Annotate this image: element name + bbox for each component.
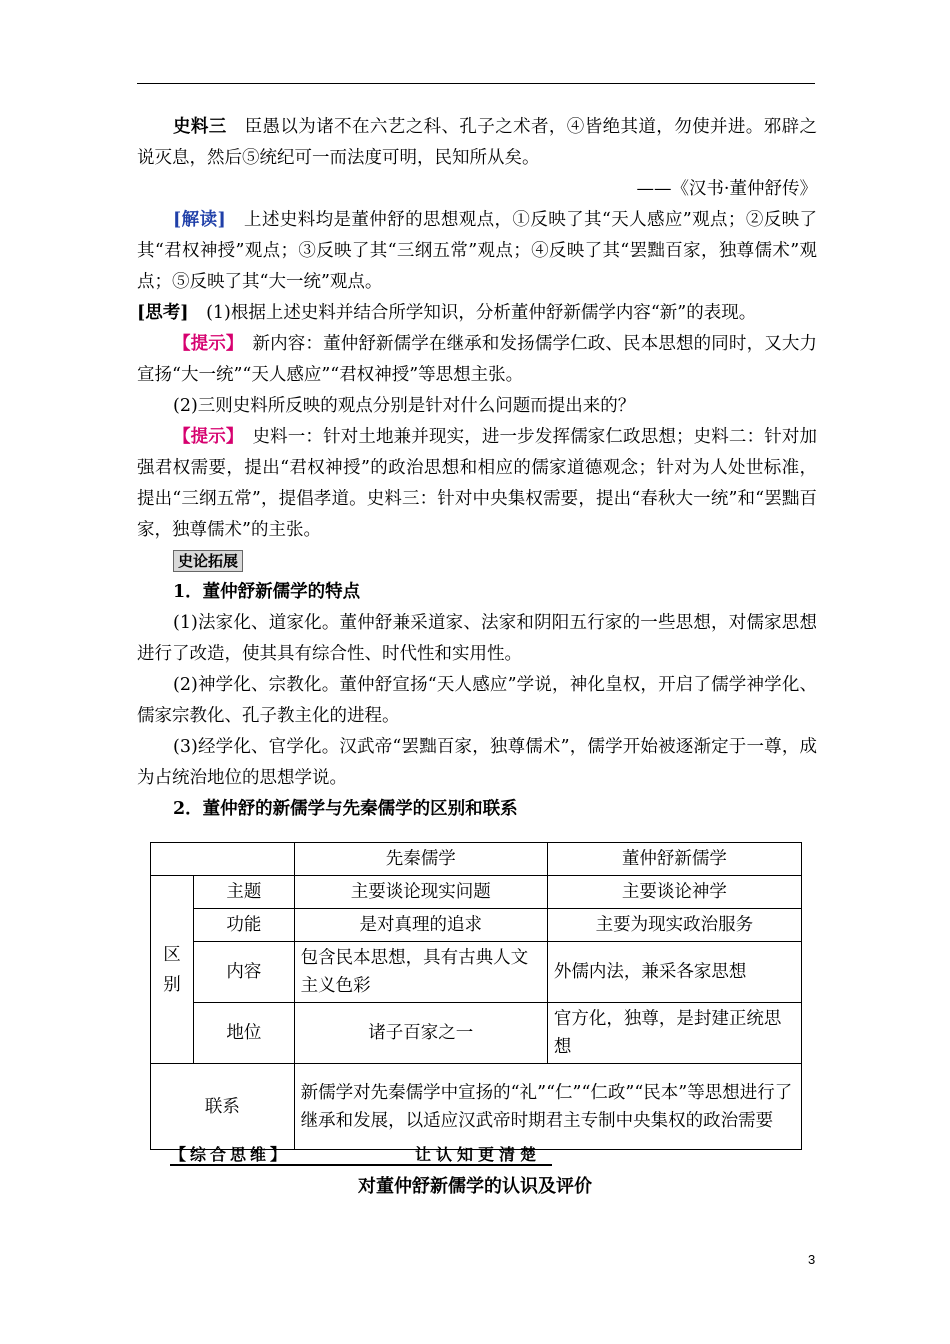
table-row-label: 地位 — [193, 1003, 294, 1064]
think-label: [思考] — [137, 303, 189, 323]
extension-point-1: (1)法家化、道家化。董仲舒兼采道家、法家和阴阳五行家的一些思想，对儒家思想进行了改造，使其具有综合性、时代性和实用性。 — [137, 613, 817, 664]
table-cell: 包含民本思想，具有古典人文主义色彩 — [294, 942, 547, 1003]
table-header-row — [151, 843, 802, 876]
extension-point-2: (2)神学化、宗教化。董仲舒宣扬“天人感应”学说，神化皇权，开启了儒学神学化、儒家宗教化、孔子教主化的进程。 — [137, 675, 817, 726]
section-title: 对董仲舒新儒学的认识及评价 — [358, 1176, 592, 1197]
think-q1 — [137, 298, 817, 329]
page-number: 3 — [808, 1252, 816, 1267]
table-corner-cell — [151, 843, 295, 876]
synthesis-label: 【综合思维】 — [170, 1145, 291, 1164]
table-link-row — [151, 1064, 802, 1150]
think-a2 — [137, 422, 817, 546]
think-a1 — [137, 329, 817, 391]
table-header-col1: 先秦儒学 — [294, 843, 547, 876]
interpretation-label: [解读] — [173, 210, 226, 230]
table-row — [151, 1003, 802, 1064]
table-row-label: 内容 — [193, 942, 294, 1003]
table-header-col2: 董仲舒新儒学 — [547, 843, 801, 876]
table-row — [151, 942, 802, 1003]
source3-citation: ——《汉书·董仲舒传》 — [636, 179, 817, 199]
table-row-label: 功能 — [193, 909, 294, 942]
source3-label: 史料三 — [173, 117, 227, 137]
hint-label-1: 【提示】 — [173, 334, 235, 354]
table-row — [151, 909, 802, 942]
think-q2: (2)三则史料所反映的观点分别是针对什么问题而提出来的？ — [173, 396, 636, 416]
synthesis-slogan: 让认知更清楚 — [415, 1145, 542, 1164]
synthesis-underline — [170, 1164, 552, 1166]
extension-label: 史论拓展 — [173, 550, 243, 572]
think-a1-text: 新内容：董仲舒新儒学在继承和发扬儒学仁政、民本思想的同时，又大力宣扬“大一统”“天人感应”“君权神授”等思想主张。 — [137, 334, 818, 385]
table-link-text: 新儒学对先秦儒学中宣扬的“礼”“仁”“仁政”“民本”等思想进行了继承和发展，以适应汉武帝时期君主专制中央集权的政治需要 — [294, 1064, 801, 1150]
table-row — [151, 876, 802, 909]
table-cell: 主要谈论现实问题 — [294, 876, 547, 909]
table-cell: 主要为现实政治服务 — [547, 909, 801, 942]
table-link-label: 联系 — [151, 1064, 295, 1150]
think-q1-text: (1)根据上述史料并结合所学知识，分析董仲舒新儒学内容“新”的表现。 — [206, 303, 757, 323]
table-group-label: 区别 — [151, 876, 194, 1064]
table-cell: 外儒内法，兼采各家思想 — [547, 942, 801, 1003]
hint-label-2: 【提示】 — [173, 427, 235, 447]
table-cell: 诸子百家之一 — [294, 1003, 547, 1064]
synthesis-banner — [170, 1142, 552, 1164]
extension-heading-2: 2．董仲舒的新儒学与先秦儒学的区别和联系 — [173, 799, 518, 819]
header-rule — [137, 83, 815, 84]
interpretation-text: 上述史料均是董仲舒的思想观点，①反映了其“天人感应”观点；②反映了其“君权神授”观点；③反映了其“三纲五常”观点；④反映了其“罢黜百家，独尊儒术”观点；⑤反映了其“大一统”观点。 — [137, 210, 818, 292]
comparison-table — [150, 842, 802, 1150]
extension-point-3: (3)经学化、官学化。汉武帝“罢黜百家，独尊儒术”，儒学开始被逐渐定于一尊，成为占统治地位的思想学说。 — [137, 737, 817, 788]
source3-paragraph — [137, 112, 817, 174]
table-cell: 主要谈论神学 — [547, 876, 801, 909]
document-body — [137, 112, 817, 825]
table-cell: 官方化，独尊，是封建正统思想 — [547, 1003, 801, 1064]
interpretation-paragraph — [137, 205, 817, 298]
think-a2-text: 史料一：针对土地兼并现实，进一步发挥儒家仁政思想；史料二：针对加强君权需要，提出“君权神授”的政治思想和相应的儒家道德观念；针对为人处世标准，提出“三纲五常”，提倡孝道。史料三：针对中央集权需要，提出“春秋大一统”和“罢黜百家，独尊儒术”的主张。 — [137, 427, 818, 540]
table-row-label: 主题 — [193, 876, 294, 909]
source3-text: 臣愚以为诸不在六艺之科、孔子之术者，④皆绝其道，勿使并进。邪辟之说灭息，然后⑤统纪可一而法度可明，民知所从矣。 — [137, 117, 818, 168]
table-cell: 是对真理的追求 — [294, 909, 547, 942]
extension-heading-1: 1．董仲舒新儒学的特点 — [173, 582, 361, 602]
